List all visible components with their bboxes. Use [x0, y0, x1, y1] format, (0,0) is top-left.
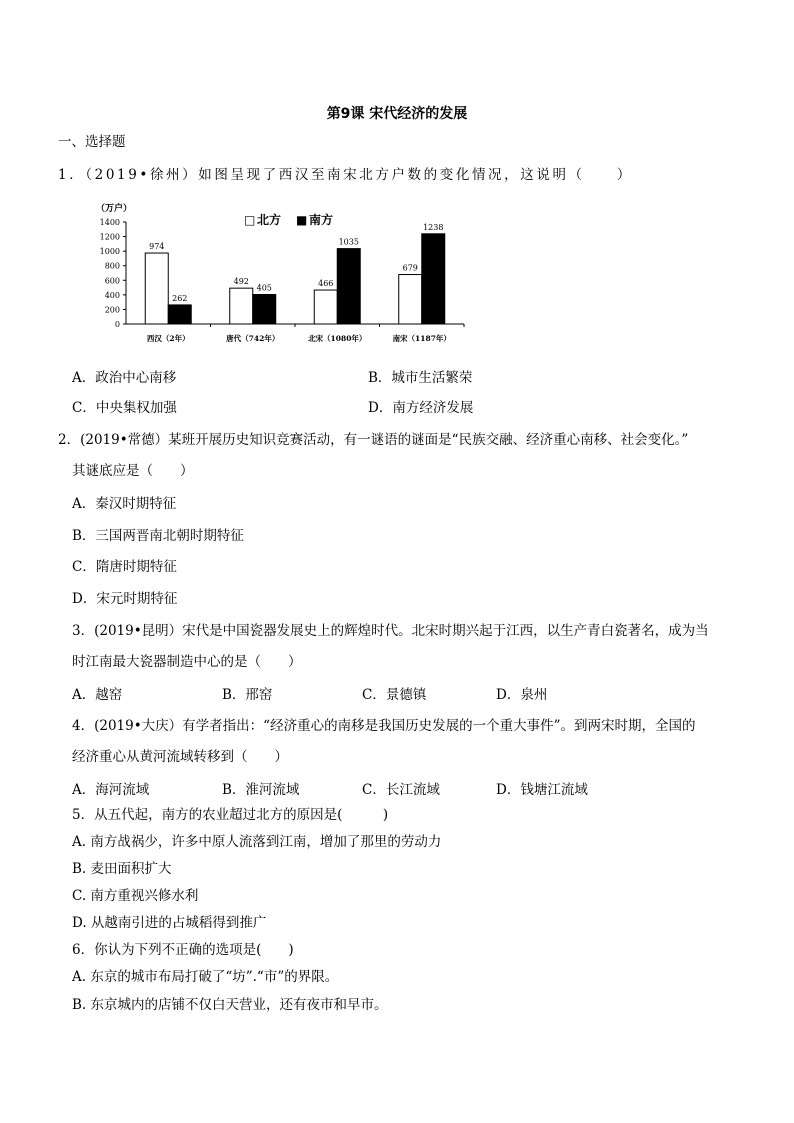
q3-stem-line1: 3．(2019•昆明）宋代是中国瓷器发展史上的辉煌时代。北宋时期兴起于江西，以生产青白瓷著名，成为当	[72, 623, 709, 639]
bar-value-label: 466	[318, 279, 334, 289]
y-tick-label: 400	[104, 290, 120, 300]
q2-option-b[interactable]: B．三国两晋南北朝时期特征	[72, 528, 244, 544]
q2-stem-line2: 其谜底应是（ ）	[72, 463, 194, 479]
bar-north	[145, 253, 168, 324]
y-tick-label: 600	[104, 276, 120, 286]
bar-south	[422, 234, 445, 324]
bar-south	[253, 294, 276, 324]
q4-stem-line1: 4．(2019•大庆）有学者指出：“经济重心的南移是我国历史发展的一个重大事件”。到两宋时期，全国的	[72, 718, 696, 734]
y-unit-label: （万户）	[96, 204, 133, 214]
q1-option-c[interactable]: C．中央集权加强	[72, 400, 177, 416]
bar-value-label: 1035	[338, 237, 359, 247]
bar-north	[314, 290, 337, 324]
x-category-label: 南宋（1187年）	[392, 334, 451, 343]
q3-option-a[interactable]: A．越窑	[72, 687, 123, 703]
y-tick-label: 1400	[99, 218, 120, 227]
legend-symbol: ■	[296, 213, 308, 227]
x-category-label: 北宋（1080年）	[308, 334, 367, 343]
q5-stem: 5．从五代起，南方的农业超过北方的原因是( )	[72, 807, 389, 823]
bar-value-label: 492	[233, 277, 249, 287]
bar-value-label: 974	[149, 242, 165, 252]
q3-option-d[interactable]: D．泉州	[496, 687, 548, 703]
q2-option-d[interactable]: D．宋元时期特征	[72, 591, 178, 607]
q4-option-b[interactable]: B．淮河流域	[222, 782, 300, 798]
q5-option-a[interactable]: A. 南方战祸少，许多中原人流落到江南，增加了那里的劳动力	[72, 834, 442, 850]
q2-option-a[interactable]: A．秦汉时期特征	[72, 496, 177, 512]
bar-south	[337, 249, 360, 324]
bar-value-label: 405	[256, 283, 272, 293]
bar-south	[168, 305, 191, 324]
q1-option-b[interactable]: B．城市生活繁荣	[368, 370, 473, 386]
q4-option-a[interactable]: A．海河流域	[72, 782, 150, 798]
bar-value-label: 1238	[423, 222, 444, 232]
y-tick-label: 1200	[99, 232, 120, 242]
legend-label: 北方	[257, 213, 282, 227]
q5-option-c[interactable]: C. 南方重视兴修水利	[72, 888, 199, 904]
bar-value-label: 262	[172, 293, 188, 303]
q1-option-a[interactable]: A．政治中心南移	[72, 370, 177, 386]
bar-north	[230, 288, 253, 324]
q5-option-d[interactable]: D. 从越南引进的占城稻得到推广	[72, 915, 267, 931]
q2-stem-line1: 2．(2019•常德）某班开展历史知识竞赛活动，有一谜语的谜面是“民族交融、经济重心南移、社会变化。”	[58, 432, 689, 448]
q3-option-c[interactable]: C．景德镇	[362, 687, 427, 703]
q4-option-d[interactable]: D．钱塘江流域	[496, 782, 588, 798]
y-tick-label: 0	[114, 320, 120, 329]
legend-label: 南方	[309, 213, 334, 227]
bar-value-label: 679	[402, 263, 418, 273]
q4-option-c[interactable]: C．长江流域	[362, 782, 440, 798]
y-tick-label: 200	[104, 305, 120, 315]
bar-north	[399, 275, 422, 324]
y-tick-label: 1000	[99, 247, 120, 257]
q6-option-a[interactable]: A. 东京的城市布局打破了“坊”.“市”的界限。	[72, 969, 339, 985]
q6-option-b[interactable]: B. 东京城内的店铺不仅白天营业，还有夜市和早市。	[72, 997, 388, 1013]
legend-symbol: □	[244, 213, 256, 227]
q4-stem-line2: 经济重心从黄河流域转移到（ ）	[72, 749, 288, 765]
q1-option-d[interactable]: D．南方经济发展	[368, 400, 474, 416]
y-tick-label: 800	[104, 261, 120, 271]
household-bar-chart	[86, 198, 476, 353]
q3-option-b[interactable]: B．邢窑	[222, 687, 273, 703]
q1-stem: 1．（2019•徐州）如图呈现了西汉至南宋北方户数的变化情况，这说明（ ）	[58, 167, 633, 183]
section-heading: 一、选择题	[58, 134, 126, 150]
x-category-label: 唐代（742年）	[226, 334, 280, 343]
q6-stem: 6．你认为下列不正确的选项是( )	[72, 942, 294, 958]
page-title: 第9课 宋代经济的发展	[326, 106, 468, 122]
q3-stem-line2: 时江南最大瓷器制造中心的是（ ）	[72, 654, 302, 670]
q2-option-c[interactable]: C．隋唐时期特征	[72, 559, 177, 575]
q5-option-b[interactable]: B. 麦田面积扩大	[72, 861, 172, 877]
x-category-label: 西汉（2年）	[146, 334, 190, 343]
